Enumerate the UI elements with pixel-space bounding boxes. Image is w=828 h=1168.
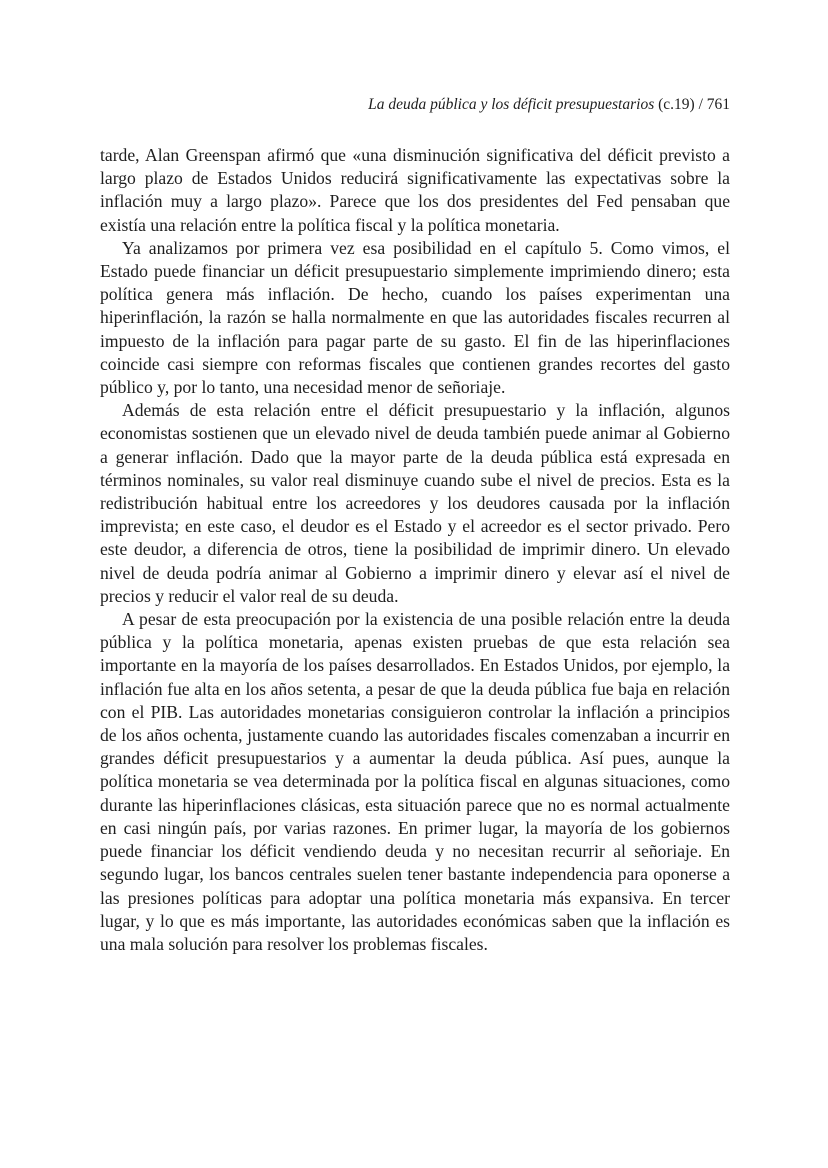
running-title: La deuda pública y los déficit presupuestarios: [368, 96, 655, 113]
page-number: 761: [706, 96, 730, 113]
running-header: [100, 95, 730, 115]
chapter-reference: (c.19): [658, 96, 695, 113]
header-separator: /: [698, 96, 703, 113]
body-text: [100, 144, 730, 956]
paragraph-continuation: tarde, Alan Greenspan afirmó que «una disminución significativa del déficit previsto a largo plazo de Estados Unidos reducirá significativamente las expectativas sobre la inflación muy a largo plazo». Parece que los dos presidentes del Fed pensaban que existía una relación entre la política fiscal y la política monetaria.: [100, 145, 730, 235]
paragraph: Ya analizamos por primera vez esa posibilidad en el capítulo 5. Como vimos, el Estado puede financiar un déficit presupuestario simplemente imprimiendo dinero; esta política genera más inflación. De hecho, cuando los países experimentan una hiperinflación, la razón se halla normalmente en que las autoridades fiscales recurren al impuesto de la inflación para pagar parte de su gasto. El fin de las hiperinflaciones coincide casi siempre con reformas fiscales que contienen grandes recortes del gasto público y, por lo tanto, una necesidad menor de señoriaje.: [100, 237, 730, 398]
paragraph: A pesar de esta preocupación por la existencia de una posible relación entre la deuda pública y la política monetaria, apenas existen pruebas de que esta relación sea importante en la mayoría de los países desarrollados. En Estados Unidos, por ejemplo, la inflación fue alta en los años setenta, a pesar de que la deuda pública fue baja en relación con el PIB. Las autoridades monetarias consiguieron controlar la inflación a principios de los años ochenta, justamente cuando las autoridades fiscales comenzaban a incurrir en grandes déficit presupuestarios y a aumentar la deuda pública. Así pues, aunque la política monetaria se vea determinada por la política fiscal en algunas situaciones, como durante las hiperinflaciones clásicas, esta situación parece que no es normal actualmente en casi ningún país, por varias razones. En primer lugar, la mayoría de los gobiernos puede financiar los déficit vendiendo deuda y no necesitan recurrir al señoriaje. En segundo lugar, los bancos centrales suelen tener bastante independencia para oponerse a las presiones políticas para adoptar una política monetaria más expansiva. En tercer lugar, y lo que es más importante, las autoridades económicas saben que la inflación es una mala solución para resolver los problemas fiscales.: [100, 609, 730, 954]
paragraph: Además de esta relación entre el déficit presupuestario y la inflación, algunos economistas sostienen que un elevado nivel de deuda también puede animar al Gobierno a generar inflación. Dado que la mayor parte de la deuda pública está expresada en términos nominales, su valor real disminuye cuando sube el nivel de precios. Esta es la redistribución habitual entre los acreedores y los deudores causada por la inflación imprevista; en este caso, el deudor es el Estado y el acreedor es el sector privado. Pero este deudor, a diferencia de otros, tiene la posibilidad de imprimir dinero. Un elevado nivel de deuda podría animar al Gobierno a imprimir dinero y elevar así el nivel de precios y reducir el valor real de su deuda.: [100, 400, 730, 606]
